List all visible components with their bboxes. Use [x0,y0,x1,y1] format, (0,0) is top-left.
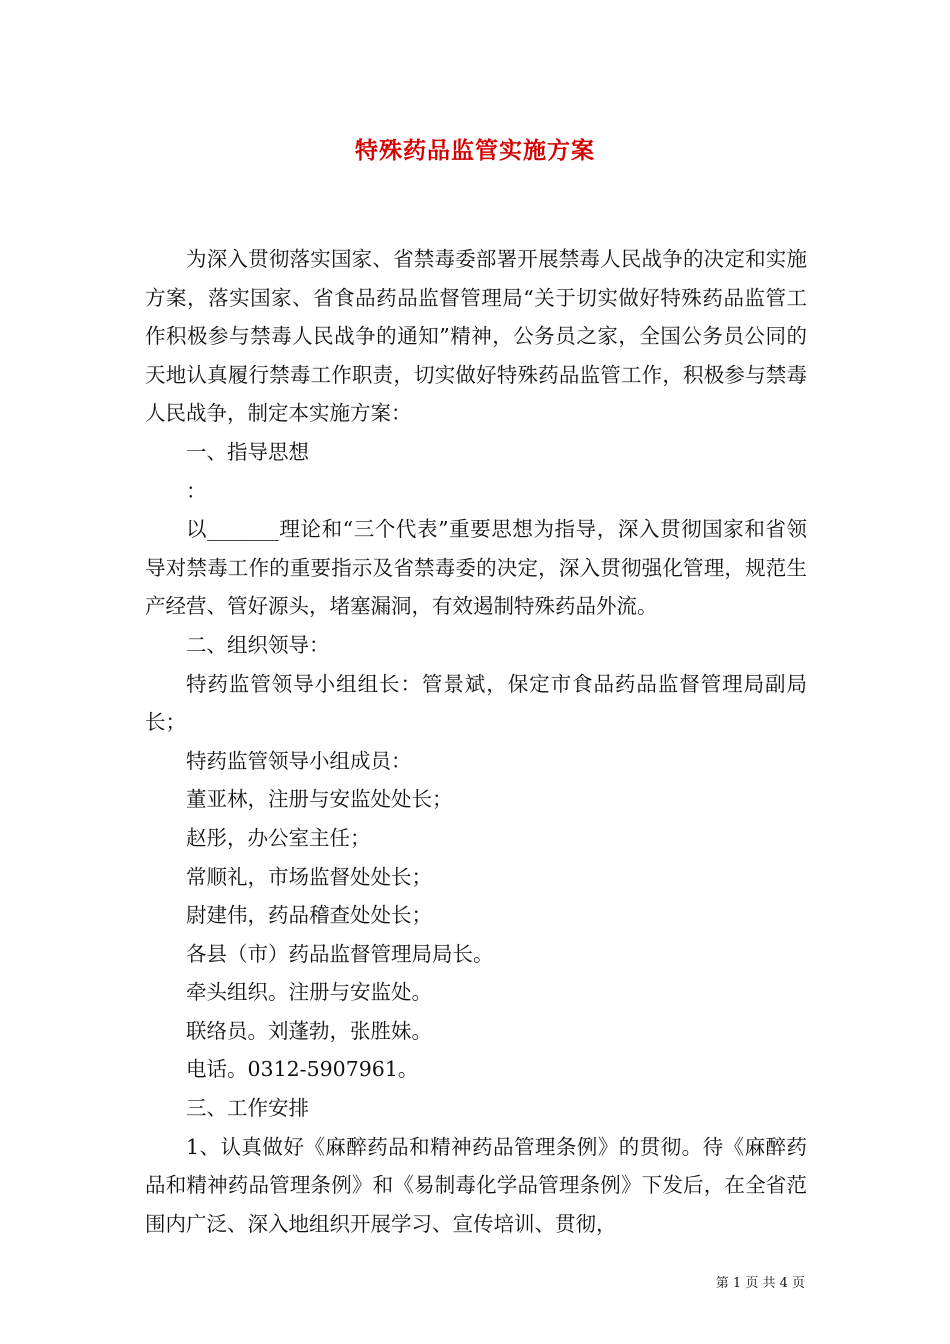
paragraph-contacts: 联络员。刘蓬勃，张胜妹。 [186,1018,432,1043]
document-title: 特殊药品监管实施方案 [355,137,595,164]
heading-guiding-ideology: 一、指导思想 [186,439,309,464]
document-body [145,240,807,1243]
paragraph-work-item-1: 1、认真做好《麻醉药品和精神药品管理条例》的贯彻。待《麻醉药品和精神药品管理条例》和《易制毒化学品管理条例》下发后，在全省范围内广泛、深入地组织开展学习、宣传培训、贯彻， [145,1134,807,1236]
paragraph-member-1: 董亚林，注册与安监处处长； [186,787,453,812]
paragraph-group-leader: 特药监管领导小组组长：管景斌，保定市食品药品监督管理局副局长； [145,671,807,735]
paragraph-member-3: 常顺礼，市场监督处处长； [186,864,432,889]
paragraph-lead-unit: 牵头组织。注册与安监处。 [186,980,432,1005]
paragraph-member-2: 赵彤，办公室主任； [186,825,371,850]
heading-organization: 二、组织领导： [186,632,330,657]
paragraph-phone: 电话。0312-5907961。 [186,1057,419,1082]
page-number-footer: 第 1 页 共 4 页 [715,1276,805,1291]
paragraph-group-members-label: 特药监管领导小组成员： [186,748,412,773]
paragraph-colon: ： [186,478,207,503]
paragraph-member-5: 各县（市）药品监督管理局局长。 [186,941,494,966]
paragraph-guiding-ideology: 以_______理论和“三个代表”重要思想为指导，深入贯彻国家和省领导对禁毒工作的重要指示及省禁毒委的决定，深入贯彻强化管理，规范生产经营、管好源头，堵塞漏洞，有效遏制特殊药品外流。 [145,517,807,619]
paragraph-member-4: 尉建伟，药品稽查处处长； [186,903,432,928]
heading-work-arrangement: 三、工作安排 [186,1096,309,1121]
paragraph-intro: 为深入贯彻落实国家、省禁毒委部署开展禁毒人民战争的决定和实施方案，落实国家、省食品药品监督管理局“关于切实做好特殊药品监管工作积极参与禁毒人民战争的通知”精神，公务员之家，全国公务员公同的天地认真履行禁毒工作职责，切实做好特殊药品监管工作，积极参与禁毒人民战争，制定本实施方案： [145,247,807,426]
